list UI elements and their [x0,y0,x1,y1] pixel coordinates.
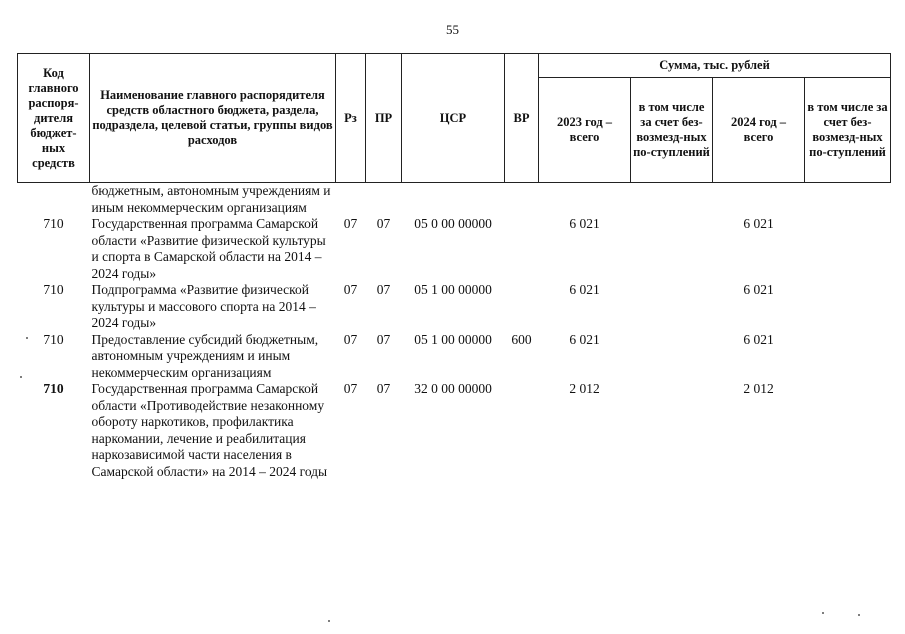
row-2023-free [631,183,713,217]
header-vr: ВР [505,54,539,183]
row-2023-total: 2 012 [569,381,600,396]
header-2023-free: в том числе за счет без-возмезд-ных по-ступлений [631,78,713,183]
row-pr [366,183,402,217]
row-2023-total: 6 021 [569,282,600,297]
row-2024-total: 6 021 [743,282,774,297]
table-row [18,332,891,382]
row-2024-total: 2 012 [743,381,774,396]
header-rz: Рз [336,54,366,183]
row-name: Подпрограмма «Развитие физической культуры и массового спорта на 2014 – 2024 годы» [91,282,316,330]
row-2023-total [539,183,631,217]
page-number: 55 [446,22,459,37]
header-csr: ЦСР [402,54,505,183]
scan-speck [328,620,330,622]
row-2023-free [631,282,713,332]
row-csr [402,183,505,217]
row-code: 710 [43,282,64,297]
table-row [18,216,891,282]
row-2023-total: 6 021 [569,331,600,347]
row-2024-free [805,381,891,480]
row-csr: 05 1 00 00000 [414,282,492,297]
row-code [18,183,90,217]
row-2024-total: 6 021 [743,216,774,231]
row-vr [505,216,539,282]
row-name: бюджетным, автономным учреждениям и иным некоммерческим организациям [91,183,331,215]
header-sum: Сумма, тыс. рублей [539,54,891,78]
header-2023-total: 2023 год – всего [539,78,631,183]
row-2023-free [631,381,713,480]
row-csr: 32 0 00 00000 [414,381,492,396]
table-row [18,381,891,480]
row-name: Государственная программа Самарской области «Развитие физической культуры и спорта в Самарской области на 2014 – 2024 годы» [91,216,326,281]
row-rz [336,183,366,217]
row-vr [505,183,539,217]
header-pr: ПР [366,54,402,183]
row-pr: 07 [376,331,391,347]
row-csr: 05 1 00 00000 [414,331,492,347]
row-rz: 07 [343,381,358,396]
table-header [18,54,891,183]
row-name: Государственная программа Самарской области «Противодействие незаконному обороту наркотиков, профилактика наркомании, лечение и реабилитация наркозависимой части населения в Самарской области» на 2014 – 2024 годы [91,381,328,479]
row-2024-free [805,183,891,217]
row-vr [505,282,539,332]
scan-speck [26,337,28,339]
row-2024-free [805,282,891,332]
row-2024-total: 6 021 [743,331,774,347]
row-2024-free [805,216,891,282]
row-csr: 05 0 00 00000 [414,216,492,231]
table-body [18,183,891,481]
row-pr: 07 [376,216,391,231]
row-vr: 600 [511,331,532,347]
header-code: Код главного распоря-дителя бюджет-ных средств [18,54,90,183]
row-vr [505,381,539,480]
row-pr: 07 [376,381,391,396]
row-rz: 07 [343,282,358,297]
row-code: 710 [43,216,64,231]
row-rz: 07 [343,216,358,231]
row-2024-total [713,183,805,217]
row-pr: 07 [376,282,391,297]
row-rz: 07 [343,331,358,347]
header-name: Наименование главного распорядителя средств областного бюджета, раздела, подраздела, целевой статьи, группы видов расходов [90,54,336,183]
budget-table [17,53,891,480]
table-row [18,183,891,217]
row-2024-free [805,332,891,382]
scan-speck [20,376,22,378]
header-2024-total: 2024 год – всего [713,78,805,183]
scan-speck [822,612,824,614]
row-2023-total: 6 021 [569,216,600,231]
row-code: 710 [43,331,64,347]
header-2024-free: в том числе за счет без-возмезд-ных по-ступлений [805,78,891,183]
row-code: 710 [43,381,64,396]
row-name: Предоставление субсидий бюджетным, автономным учреждениям и иным некоммерческим организациям [91,331,319,380]
table-row [18,282,891,332]
row-2023-free [631,332,713,382]
row-2023-free [631,216,713,282]
scan-speck [858,614,860,616]
